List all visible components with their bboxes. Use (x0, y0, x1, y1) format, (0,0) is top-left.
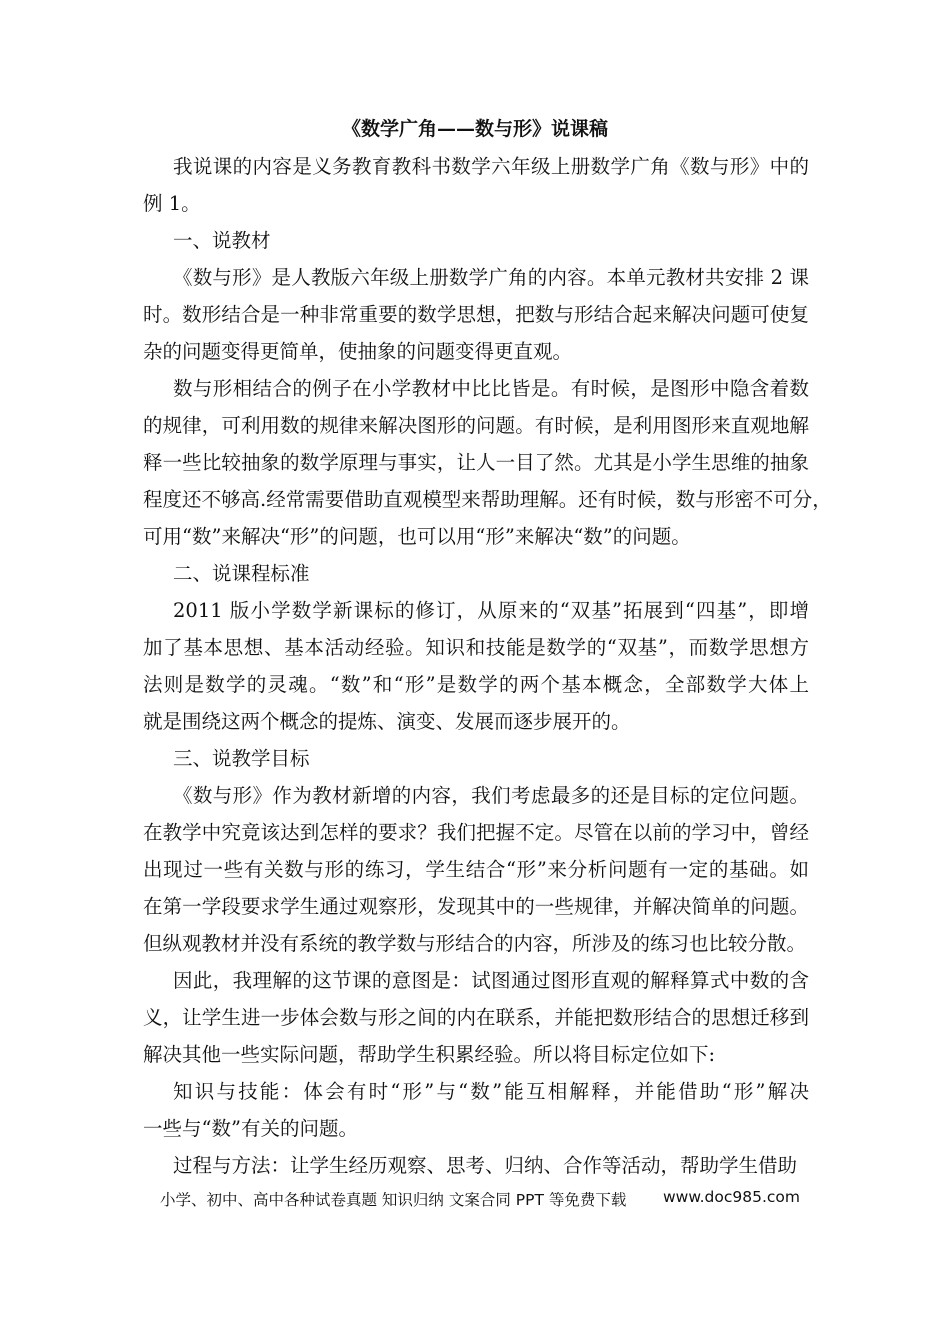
text-line: 但纵观教材并没有系统的教学数与形结合的内容，所涉及的练习也比较分散。 (143, 932, 807, 955)
page-footer (160, 1188, 800, 1210)
text-line: 就是围绕这两个概念的提炼、演变、发展而逐步展开的。 (143, 710, 631, 733)
paragraph (143, 1073, 809, 1147)
paragraph (143, 370, 832, 555)
document-body (143, 148, 832, 1184)
text-line: 出现过一些有关数与形的练习，学生结合“形”来分析问题有一定的基础。如 (143, 858, 809, 881)
text-line: 时。数形结合是一种非常重要的数学思想，把数与形结合起来解决问题可使复 (143, 303, 809, 326)
text-line: 2011 版小学数学新课标的修订，从原来的“双基”拓展到“四基”，即增 (173, 599, 809, 622)
text-line: 一些与“数”有关的问题。 (143, 1117, 358, 1140)
paragraph (143, 148, 809, 222)
paragraph (143, 555, 809, 592)
text-line: 《数与形》是人教版六年级上册数学广角的内容。本单元教材共安排 2 课 (173, 266, 809, 289)
paragraph (143, 777, 809, 962)
paragraph (143, 740, 809, 777)
paragraph (143, 222, 809, 259)
text-line: 二、说课程标准 (173, 562, 310, 585)
text-line: 因此，我理解的这节课的意图是：试图通过图形直观的解释算式中数的含 (173, 969, 809, 992)
paragraph (143, 1147, 809, 1184)
text-line: 杂的问题变得更简单，使抽象的问题变得更直观。 (143, 340, 573, 363)
text-line: 知识与技能：体会有时“形”与“数”能互相解释，并能借助“形”解决 (173, 1080, 809, 1103)
text-line: 例 1。 (143, 192, 201, 215)
text-line: 三、说教学目标 (173, 747, 310, 770)
text-line: 在第一学段要求学生通过观察形，发现其中的一些规律，并解决简单的问题。 (143, 895, 809, 918)
text-line: 我说课的内容是义务教育教科书数学六年级上册数学广角《数与形》中的 (173, 155, 809, 178)
footer-website-link[interactable]: www.doc985.com (663, 1188, 800, 1206)
text-line: 解决其他一些实际问题，帮助学生积累经验。所以将目标定位如下: (143, 1043, 716, 1066)
text-line: 可用“数”来解决“形”的问题，也可以用“形”来解决“数”的问题。 (143, 525, 691, 548)
paragraph (143, 592, 809, 740)
text-line: 在教学中究竟该达到怎样的要求？我们把握不定。尽管在以前的学习中，曾经 (143, 821, 809, 844)
text-line: 数与形相结合的例子在小学教材中比比皆是。有时候，是图形中隐含着数 (173, 377, 809, 400)
paragraph (143, 962, 809, 1073)
text-line: 法则是数学的灵魂。“数”和“形”是数学的两个基本概念，全部数学大体上 (143, 673, 809, 696)
paragraph (143, 259, 809, 370)
text-line: 的规律，可利用数的规律来解决图形的问题。有时候，是利用图形来直观地解 (143, 414, 809, 437)
document-title: 《数学广角——数与形》说课稿 (341, 118, 608, 140)
text-line: 释一些比较抽象的数学原理与事实，让人一目了然。尤其是小学生思维的抽象 (143, 451, 809, 474)
text-line: 加了基本思想、基本活动经验。知识和技能是数学的“双基”，而数学思想方 (143, 636, 809, 659)
text-line: 义，让学生进一步体会数与形之间的内在联系，并能把数形结合的思想迁移到 (143, 1006, 809, 1029)
text-line: 过程与方法：让学生经历观察、思考、归纳、合作等活动，帮助学生借助 (173, 1154, 798, 1177)
text-line: 一、说教材 (173, 229, 271, 252)
text-line: 程度还不够高.经常需要借助直观模型来帮助理解。还有时候，数与形密不可分， (143, 488, 832, 511)
footer-promo-text: 小学、初中、高中各种试卷真题 知识归纳 文案合同 PPT 等免费下载 (160, 1191, 627, 1209)
text-line: 《数与形》作为教材新增的内容，我们考虑最多的还是目标的定位问题。 (173, 784, 809, 807)
